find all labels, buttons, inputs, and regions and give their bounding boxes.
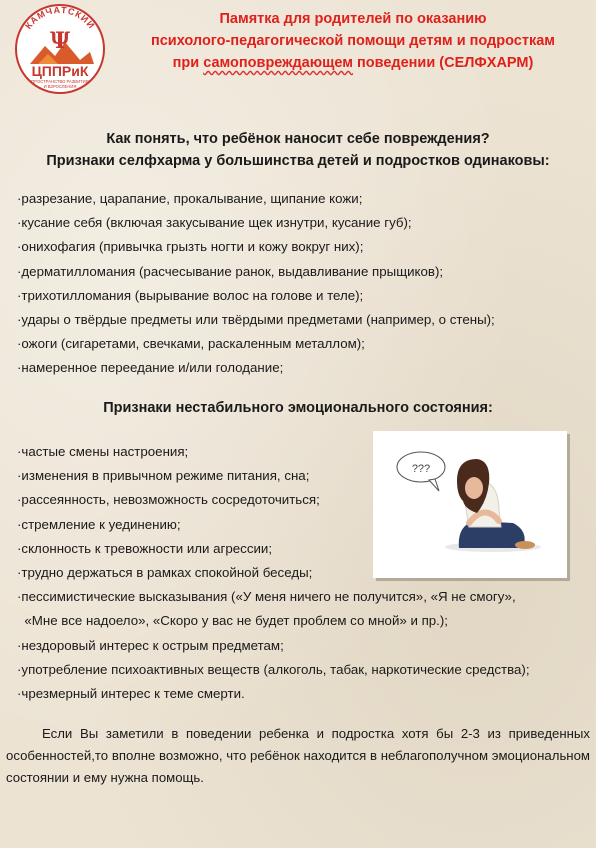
- thought-bubble-text: ???: [411, 463, 431, 475]
- list-item: ·склонность к тревожности или агрессии;: [17, 540, 273, 556]
- conclusion-paragraph: [6, 723, 590, 789]
- list-item: «Мне все надоело», «Скоро у вас не будет проблем со мной» и пр.);: [17, 613, 448, 629]
- main-question: Как понять, что ребёнок наносит себе повреждения?: [106, 131, 490, 147]
- list-item: ·ожоги (сигаретами, свечками, раскаленным металлом);: [17, 336, 365, 352]
- logo-name: ЦППРиК: [31, 63, 89, 79]
- list-item: ·трихотилломания (вырывание волос на голове и теле);: [17, 287, 364, 303]
- sad-girl-icon: [373, 431, 567, 578]
- header-line-3a: при: [172, 55, 204, 71]
- sad-girl-illustration: [373, 431, 567, 578]
- header-line-3: [120, 52, 586, 74]
- logo-subtitle-1: ПРОСТРАНСТВО РАЗВИТИЯ: [31, 79, 89, 84]
- list-item: ·дерматилломания (расчесывание ранок, выдавливание прыщиков);: [17, 263, 444, 279]
- list-item: ·употребление психоактивных веществ (алкоголь, табак, наркотические средства);: [17, 661, 530, 677]
- list-item: ·удары о твёрдые предметы или твёрдыми предметами (например, о стены);: [17, 311, 495, 327]
- conclusion-text: Если Вы заметили в поведении ребенка и подростка хотя бы 2-3 из приведенных особенностей,то вполне возможно, что ребёнок находится в неблагополучном эмоциональном состоянии и ему нужна помощь.: [6, 726, 590, 785]
- memo-header: [120, 8, 586, 74]
- signs-heading: Признаки селфхарма у большинства детей и подростков одинаковы:: [46, 153, 550, 169]
- list-item: ·трудно держаться в рамках спокойной беседы;: [17, 564, 313, 580]
- list-item: ·нездоровый интерес к острым предметам;: [17, 637, 284, 653]
- logo-subtitle-2: И ВЗРОСЛЕНИЯ: [43, 84, 77, 89]
- list-item: ·стремление к уединению;: [17, 516, 181, 532]
- psi-icon: Ψ: [49, 28, 71, 54]
- list-item: ·изменения в привычном режиме питания, сна;: [17, 468, 310, 484]
- list-item: ·пессимистические высказывания («У меня ничего не получится», «Я не смогу»,: [17, 589, 516, 605]
- header-line-3b: самоповреждающем: [203, 55, 353, 71]
- list-item: ·частые смены настроения;: [17, 444, 189, 459]
- logo-top-text: КАМЧАТСКИЙ: [23, 4, 97, 31]
- list-item: ·разрезание, царапание, прокалывание, щипание кожи;: [17, 191, 363, 206]
- emotional-heading: Признаки нестабильного эмоционального состояния:: [103, 400, 493, 416]
- list-item: ·онихофагия (привычка грызть ногти и кожу вокруг них);: [17, 239, 364, 255]
- list-item: ·рассеянность, невозможность сосредоточиться;: [17, 492, 320, 508]
- cpprik-logo: [10, 2, 110, 97]
- header-line-3c: поведении (СЕЛФХАРМ): [352, 55, 534, 71]
- list-item: ·чрезмерный интерес к теме смерти.: [17, 685, 245, 701]
- header-line-2: психолого-педагогической помощи детям и подросткам: [150, 33, 555, 49]
- selfharm-signs-list: [17, 187, 495, 381]
- list-item: ·намеренное переедание и/или голодание;: [17, 360, 284, 376]
- header-line-1: Памятка для родителей по оказанию: [219, 11, 487, 27]
- list-item: ·кусание себя (включая закусывание щек изнутри, кусание губ);: [17, 215, 412, 231]
